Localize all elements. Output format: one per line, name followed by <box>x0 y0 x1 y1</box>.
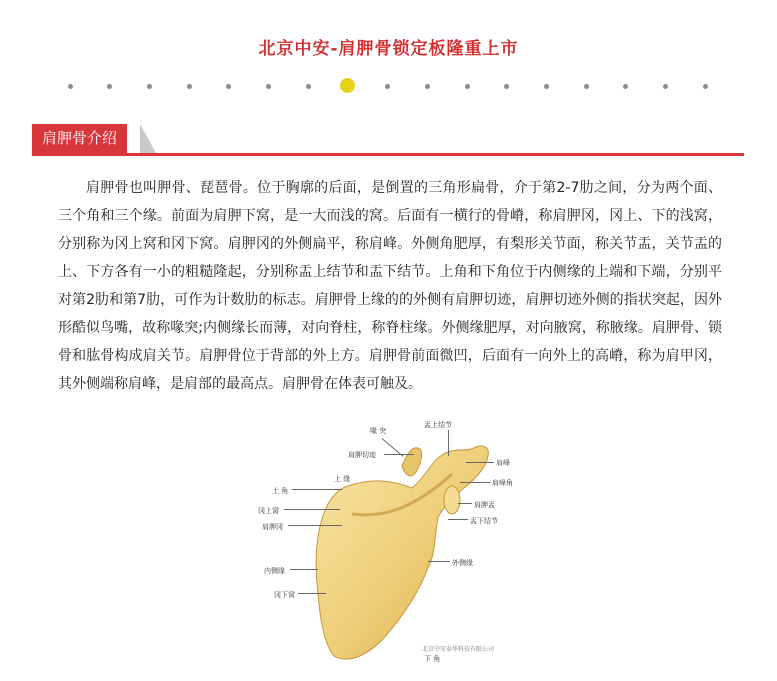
carousel-dot[interactable] <box>266 84 271 89</box>
figure-credit: 北京中安泰华科技有限公司 <box>422 646 495 653</box>
label-lateral-border: 外侧缘 <box>452 559 473 567</box>
section-divider <box>32 153 744 156</box>
leader-line <box>466 462 494 463</box>
scapula-figure <box>252 418 524 680</box>
carousel-dot[interactable] <box>385 84 390 89</box>
label-spine: 肩胛冈 <box>262 523 283 531</box>
carousel-dot[interactable] <box>68 84 73 89</box>
leader-line <box>288 525 342 526</box>
leader-line <box>460 482 490 483</box>
leader-line <box>428 561 450 562</box>
article-paragraph: 肩胛骨也叫胛骨、琵琶骨。位于胸廓的后面，是倒置的三角形扁骨，介于第2-7肋之间，分为两个面、三个角和三个缘。前面为肩胛下窝，是一大而浅的窝。后面有一横行的骨嵴，称肩胛冈，冈上、下的浅窝，分别称为冈上窝和冈下窝。肩胛冈的外侧扁平，称肩峰。外侧角肥厚，有梨形关节面，称关节盂，关节盂的上、下方各有一小的粗糙隆起，分别称盂上结节和盂下结节。上角和下角位于内侧缘的上端和下端，分别平对第2肋和第7肋，可作为计数肋的标志。肩胛骨上缘的的外侧有肩胛切迹，肩胛切迹外侧的指状突起，因外形酷似鸟嘴，故称喙突;内侧缘长而薄，对向脊柱，称脊柱缘。外侧缘肥厚，对向腋窝，称腋缘。肩胛骨、锁骨和肱骨构成肩关节。肩胛骨位于背部的外上方。肩胛骨前面微凹，后面有一向外上的高嵴，称为肩甲冈，其外侧端称肩峰，是肩部的最高点。肩胛骨在体表可触及。 <box>58 180 722 392</box>
section-tab-tail <box>140 124 156 153</box>
label-inferior-angle: 下 角 <box>424 655 441 663</box>
section-heading: 肩胛骨介绍 <box>32 124 127 153</box>
carousel-dot[interactable] <box>425 84 430 89</box>
label-acromial-angle: 肩峰角 <box>492 479 513 487</box>
leader-line <box>284 509 340 510</box>
leader-line <box>458 503 472 504</box>
leader-line <box>290 569 318 570</box>
section-header <box>32 124 744 156</box>
carousel-dot[interactable] <box>663 84 668 89</box>
carousel-dot[interactable] <box>544 84 549 89</box>
carousel-dot[interactable] <box>147 84 152 89</box>
carousel-dot[interactable] <box>504 84 509 89</box>
scapula-illustration <box>252 418 524 680</box>
label-notch: 肩胛切迹 <box>348 451 376 459</box>
carousel-dot[interactable] <box>107 84 112 89</box>
page-title: 北京中安-肩胛骨锁定板隆重上市 <box>258 39 519 59</box>
label-supraglenoid: 盂上结节 <box>424 421 452 429</box>
carousel-dot[interactable] <box>465 84 470 89</box>
carousel-dot[interactable] <box>226 84 231 89</box>
label-upper-border: 上 缘 <box>334 475 351 483</box>
label-supraspinous: 冈上窝 <box>258 507 279 515</box>
coracoid-process <box>402 448 422 476</box>
leader-line <box>298 593 326 594</box>
glenoid-cavity <box>444 486 460 514</box>
leader-line <box>448 430 449 456</box>
carousel-dot[interactable] <box>187 84 192 89</box>
label-superior-angle: 上 角 <box>272 487 289 495</box>
label-glenoid: 肩胛盂 <box>474 501 495 509</box>
leader-line <box>384 454 414 455</box>
label-acromion: 肩峰 <box>496 459 510 467</box>
carousel-dot[interactable] <box>623 84 628 89</box>
label-infraglenoid: 盂下结节 <box>470 517 498 525</box>
label-infraspinous: 冈下窝 <box>274 591 295 599</box>
carousel-dot-active[interactable] <box>340 78 355 93</box>
carousel-dot[interactable] <box>306 84 311 89</box>
leader-line <box>448 519 468 520</box>
carousel-dot[interactable] <box>584 84 589 89</box>
label-medial-border: 内侧缘 <box>264 567 285 575</box>
carousel-dots <box>0 78 777 94</box>
label-coracoid: 喙 突 <box>370 427 387 435</box>
leader-line <box>292 489 342 490</box>
carousel-dot[interactable] <box>703 84 708 89</box>
